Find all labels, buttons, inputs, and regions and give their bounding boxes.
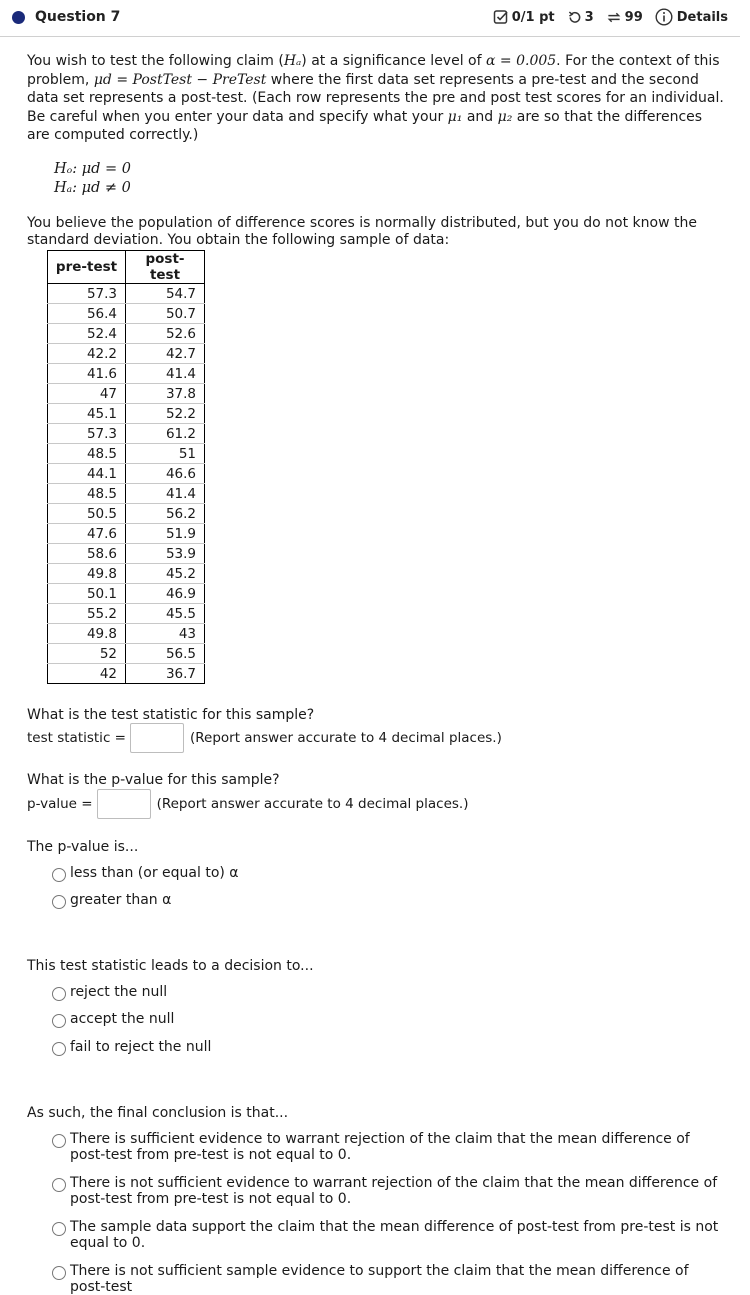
radio-option-conclusion-2[interactable] xyxy=(52,1175,720,1207)
points-text: 0/1 pt xyxy=(511,9,555,25)
post-test-cell: 46.6 xyxy=(126,464,205,484)
radio-label: The sample data support the claim that the mean difference of post-test from pre-test is not equal to 0. xyxy=(70,1219,719,1251)
pre-test-cell: 47.6 xyxy=(48,524,126,544)
test-statistic-question: What is the test statistic for this sample? xyxy=(27,707,315,723)
table-row xyxy=(48,404,205,424)
pre-test-cell: 57.3 xyxy=(48,424,126,444)
pre-test-cell: 50.1 xyxy=(48,584,126,604)
radio-button[interactable] xyxy=(52,1134,66,1148)
test-statistic-note: (Report answer accurate to 4 decimal places.) xyxy=(189,729,502,746)
score-check-icon xyxy=(493,9,509,25)
details-button[interactable] xyxy=(655,8,728,26)
radio-option-fail-to-reject-null[interactable] xyxy=(52,1039,211,1056)
intro-text-4: where the first data set represents a pre-test and the second data set represents a post-test. (Each row represents the pre and post test scores for an individual. Be careful when you enter your data and specify what your xyxy=(27,71,724,125)
table-row xyxy=(48,324,205,344)
pre-test-header: pre-test xyxy=(48,251,126,284)
radio-button[interactable] xyxy=(52,987,66,1001)
attempts-icon xyxy=(606,10,622,25)
radio-label: There is not sufficient evidence to warrant rejection of the claim that the mean difference of post-test from pre-test is not equal to 0. xyxy=(70,1175,718,1207)
pre-test-cell: 42.2 xyxy=(48,344,126,364)
radio-label: reject the null xyxy=(70,984,168,1000)
mu-d-expression: μd = PostTest − PreTest xyxy=(93,71,267,88)
radio-label: less than (or equal to) α xyxy=(70,865,239,881)
post-test-cell: 52.2 xyxy=(126,404,205,424)
post-test-cell: 53.9 xyxy=(126,544,205,564)
retry-icon xyxy=(567,10,582,25)
question-status-dot xyxy=(12,11,25,24)
post-test-cell: 43 xyxy=(126,624,205,644)
p-value-label: p-value = xyxy=(27,795,93,812)
pre-test-cell: 45.1 xyxy=(48,404,126,424)
post-test-cell: 50.7 xyxy=(126,304,205,324)
pre-test-cell: 56.4 xyxy=(48,304,126,324)
radio-button[interactable] xyxy=(52,868,66,882)
question-meta xyxy=(493,8,728,26)
question-header xyxy=(0,0,740,37)
post-test-header: post-test xyxy=(126,251,205,284)
data-table xyxy=(47,250,205,684)
alpha-expression: α = 0.005 xyxy=(486,53,557,69)
radio-button[interactable] xyxy=(52,895,66,909)
table-row xyxy=(48,524,205,544)
table-row xyxy=(48,284,205,304)
intro-text-3: . For the context of this problem, xyxy=(27,53,720,88)
radio-label: fail to reject the null xyxy=(70,1039,212,1055)
pre-test-cell: 48.5 xyxy=(48,444,126,464)
intro-text-1: You wish to test the following claim ( xyxy=(27,53,284,69)
test-statistic-input[interactable] xyxy=(130,723,184,753)
radio-option-greater-than-alpha[interactable] xyxy=(52,892,171,909)
decision-question: This test statistic leads to a decision to... xyxy=(27,958,314,974)
post-test-cell: 46.9 xyxy=(126,584,205,604)
post-test-cell: 56.5 xyxy=(126,644,205,664)
info-icon xyxy=(655,8,673,26)
pre-test-cell: 52.4 xyxy=(48,324,126,344)
radio-label: There is not sufficient sample evidence to support the claim that the mean difference of post-test xyxy=(70,1263,689,1295)
radio-button[interactable] xyxy=(52,1042,66,1056)
conclusion-question: As such, the final conclusion is that... xyxy=(27,1105,289,1121)
p-value-row xyxy=(27,789,468,819)
pre-test-cell: 49.8 xyxy=(48,624,126,644)
radio-label: There is sufficient evidence to warrant rejection of the claim that the mean difference of post-test from pre-test is not equal to 0. xyxy=(70,1131,690,1163)
radio-button[interactable] xyxy=(52,1222,66,1236)
table-row xyxy=(48,504,205,524)
mu1-symbol: μ₁ xyxy=(447,108,463,125)
radio-option-less-than-alpha[interactable] xyxy=(52,865,239,882)
table-row xyxy=(48,304,205,324)
post-test-cell: 37.8 xyxy=(126,384,205,404)
pre-test-cell: 48.5 xyxy=(48,484,126,504)
radio-option-conclusion-4[interactable] xyxy=(52,1263,720,1295)
table-row xyxy=(48,644,205,664)
pre-test-cell: 58.6 xyxy=(48,544,126,564)
retries-count: 3 xyxy=(584,9,594,25)
table-row xyxy=(48,584,205,604)
pre-test-cell: 55.2 xyxy=(48,604,126,624)
radio-option-reject-null[interactable] xyxy=(52,984,167,1001)
table-row xyxy=(48,624,205,644)
p-value-question: What is the p-value for this sample? xyxy=(27,772,280,788)
radio-button[interactable] xyxy=(52,1266,66,1280)
attempts-count: 99 xyxy=(624,9,643,25)
table-row xyxy=(48,384,205,404)
post-test-cell: 41.4 xyxy=(126,484,205,504)
table-row xyxy=(48,664,205,684)
post-test-cell: 45.5 xyxy=(126,604,205,624)
p-value-comparison-question: The p-value is... xyxy=(27,839,139,855)
post-test-cell: 45.2 xyxy=(126,564,205,584)
pre-test-cell: 50.5 xyxy=(48,504,126,524)
post-test-cell: 42.7 xyxy=(126,344,205,364)
pre-test-cell: 41.6 xyxy=(48,364,126,384)
details-label: Details xyxy=(676,9,728,25)
table-row xyxy=(48,424,205,444)
post-test-cell: 36.7 xyxy=(126,664,205,684)
table-row xyxy=(48,544,205,564)
table-row xyxy=(48,564,205,584)
intro-text-2: ) at a significance level of xyxy=(301,53,486,69)
radio-button[interactable] xyxy=(52,1014,66,1028)
pre-test-cell: 52 xyxy=(48,644,126,664)
post-test-cell: 61.2 xyxy=(126,424,205,444)
test-statistic-row xyxy=(27,723,502,753)
pre-test-cell: 42 xyxy=(48,664,126,684)
table-row xyxy=(48,604,205,624)
null-hypothesis: Hₒ: μd = 0 xyxy=(54,161,132,177)
test-statistic-label: test statistic = xyxy=(27,729,126,746)
post-test-cell: 56.2 xyxy=(126,504,205,524)
question-title: Question 7 xyxy=(35,9,121,25)
sample-description: You believe the population of difference scores is normally distributed, but you do not know the standard deviation. You obtain the following sample of data: xyxy=(27,215,697,248)
table-row xyxy=(48,444,205,464)
pre-test-cell: 44.1 xyxy=(48,464,126,484)
table-row xyxy=(48,484,205,504)
radio-option-accept-null[interactable] xyxy=(52,1011,174,1028)
p-value-note: (Report answer accurate to 4 decimal places.) xyxy=(156,795,469,812)
post-test-cell: 51 xyxy=(126,444,205,464)
table-row xyxy=(48,464,205,484)
post-test-cell: 51.9 xyxy=(126,524,205,544)
intro-text-5: are so that the differences are computed correctly.) xyxy=(27,108,703,143)
post-test-cell: 41.4 xyxy=(126,364,205,384)
table-row xyxy=(48,344,205,364)
intro-and: and xyxy=(462,108,498,125)
radio-label: accept the null xyxy=(70,1011,175,1027)
pre-test-cell: 47 xyxy=(48,384,126,404)
radio-option-conclusion-1[interactable] xyxy=(52,1131,720,1163)
intro-paragraph xyxy=(27,52,727,145)
pre-test-cell: 57.3 xyxy=(48,284,126,304)
post-test-cell: 54.7 xyxy=(126,284,205,304)
pre-test-cell: 49.8 xyxy=(48,564,126,584)
table-header-row xyxy=(48,251,205,284)
ha-symbol: Hₐ xyxy=(283,53,302,69)
radio-label: greater than α xyxy=(70,892,172,908)
radio-button[interactable] xyxy=(52,1178,66,1192)
alternative-hypothesis: Hₐ: μd ≠ 0 xyxy=(54,180,131,196)
table-row xyxy=(48,364,205,384)
p-value-input[interactable] xyxy=(97,789,151,819)
radio-option-conclusion-3[interactable] xyxy=(52,1219,720,1251)
mu2-symbol: μ₂ xyxy=(497,108,513,125)
post-test-cell: 52.6 xyxy=(126,324,205,344)
